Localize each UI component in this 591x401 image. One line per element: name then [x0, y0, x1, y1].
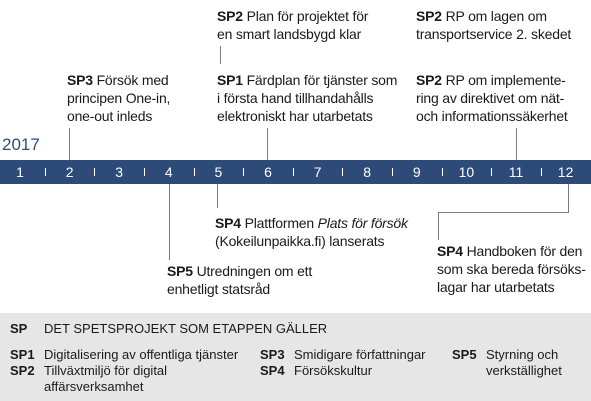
month-label: 8 [363, 164, 372, 180]
event-text: Handboken för den [466, 243, 583, 259]
connector-sp4-handbook-v [568, 184, 569, 212]
month-label: 7 [313, 164, 322, 180]
event-text: en smart landsbygd klar [217, 26, 362, 42]
month-divider [144, 168, 145, 176]
event-text: enhetligt statsråd [167, 281, 271, 297]
month-label: 4 [164, 164, 173, 180]
month-label: 9 [412, 164, 421, 180]
month-label: 11 [508, 164, 524, 180]
legend-item-sp4 [260, 363, 373, 378]
month-divider [342, 168, 343, 176]
event-code: SP3 [67, 72, 93, 88]
event-text: elektroniskt har utarbetats [217, 108, 373, 124]
event-code: SP2 [416, 72, 442, 88]
legend-text: affärsverksamhet [44, 379, 144, 394]
connector-sp4-handbook-v2 [438, 212, 439, 240]
event-text: Försök med [96, 72, 169, 88]
month-label: 6 [264, 164, 272, 180]
event-text: Färdplan för tjänster som [246, 72, 398, 88]
legend-text: Digitalisering av offentliga tjänster [44, 347, 239, 362]
month-divider [94, 168, 95, 176]
event-code: SP5 [167, 263, 193, 279]
legend-code: SP5 [452, 347, 477, 362]
event-text: one-out inleds [67, 108, 153, 124]
event-text: RP om implemente- [445, 72, 566, 88]
legend-code: SP1 [10, 347, 35, 362]
legend-text: Styrning och [486, 347, 559, 362]
legend-panel [0, 313, 591, 401]
legend-text: Tillväxtmiljö för digital [44, 363, 168, 378]
connector-sp3 [69, 128, 70, 160]
month-divider [194, 168, 195, 176]
event-text: och informationssäkerhet [416, 108, 568, 124]
month-label: 5 [214, 164, 223, 180]
month-label: 1 [16, 164, 24, 180]
month-divider [293, 168, 294, 176]
event-sp4-plattformen [215, 214, 408, 250]
connector-sp2-rp [516, 128, 517, 160]
legend-item-sp2 [10, 363, 168, 394]
event-text: Utredningen om ett [196, 263, 313, 279]
event-text: lagar har utarbetats [437, 279, 555, 295]
event-sp2-plan [217, 7, 368, 43]
connector-sp4-platform [217, 184, 218, 208]
legend-code: SP2 [10, 363, 35, 378]
legend-header-code: SP [10, 321, 28, 336]
event-text: i första hand tillhandahålls [217, 90, 374, 106]
connector-sp1-plan [267, 128, 268, 160]
event-text: principen One-in, [67, 90, 171, 106]
legend-code: SP3 [260, 347, 285, 362]
legend-text: Smidigare författningar [294, 347, 426, 362]
month-divider [491, 168, 492, 176]
month-divider [243, 168, 244, 176]
event-sp3-one-in [67, 71, 170, 125]
event-code: SP2 [416, 8, 442, 24]
year-label: 2017 [2, 135, 40, 154]
connector-sp2-plan [220, 46, 221, 64]
month-label: 3 [115, 164, 124, 180]
legend-item-sp5 [452, 347, 562, 378]
month-label: 10 [458, 164, 475, 180]
event-text: Plan för projektet för [246, 8, 369, 24]
legend-item-sp3 [260, 347, 426, 362]
month-divider [45, 168, 46, 176]
legend-text: Försökskultur [294, 363, 373, 378]
event-sp2-natsakerhet [416, 71, 568, 125]
event-text-italic: Plats för försök [317, 215, 408, 231]
connector-sp5 [169, 184, 170, 260]
legend-text: verkställighet [486, 363, 562, 378]
event-code: SP2 [217, 8, 243, 24]
legend-code: SP4 [260, 363, 285, 378]
month-divider [541, 168, 542, 176]
event-text: Plattformen [244, 215, 318, 231]
event-code: SP4 [215, 215, 241, 231]
event-code: SP4 [437, 243, 463, 259]
legend-item-sp1 [10, 347, 239, 362]
legend-header-text: DET SPETSPROJEKT SOM ETAPPEN GÄLLER [44, 321, 328, 336]
event-sp1-fardplan [217, 71, 397, 125]
event-sp2-transportservice [416, 7, 571, 43]
event-text: transportservice 2. skedet [416, 26, 572, 42]
event-code: SP1 [217, 72, 243, 88]
event-text: (Kokeilunpaikka.fi) lanserats [215, 233, 385, 249]
month-divider [442, 168, 443, 176]
event-sp5-utredningen [167, 262, 312, 298]
month-divider [392, 168, 393, 176]
event-text: som ska bereda försöks- [437, 261, 586, 277]
legend-header [10, 321, 328, 336]
month-label: 12 [557, 164, 574, 180]
event-text: ring av direktivet om nät- [416, 90, 565, 106]
month-label: 2 [65, 164, 74, 180]
connector-sp4-handbook-h [438, 212, 569, 213]
event-sp4-handboken [437, 242, 586, 296]
event-text: RP om lagen om [445, 8, 547, 24]
